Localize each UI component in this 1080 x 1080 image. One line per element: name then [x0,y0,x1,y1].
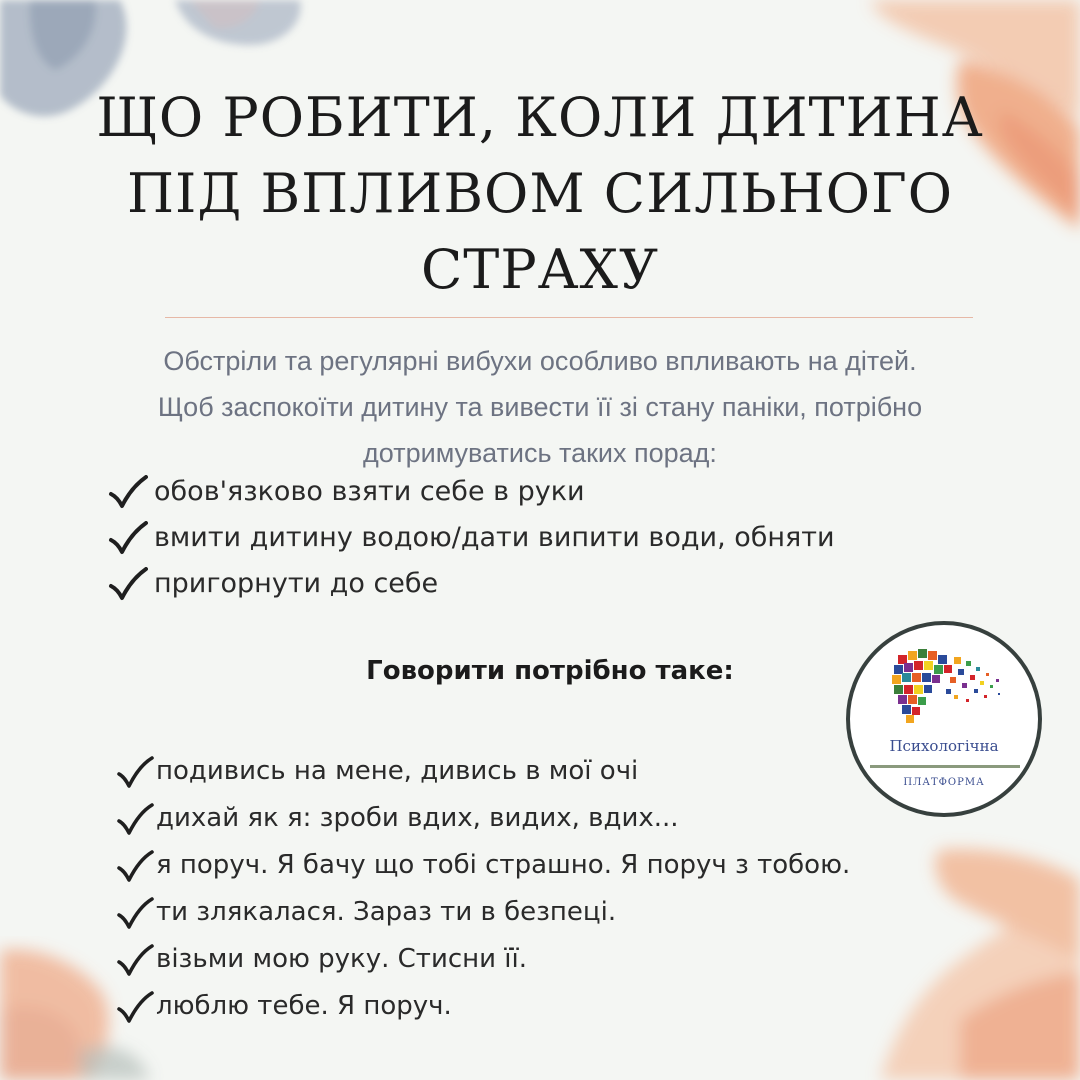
psychology-platform-logo [846,621,1042,817]
check-icon [116,944,154,978]
logo-divider [870,765,1020,768]
phrase-item [116,889,1016,936]
tip-item [108,469,1008,515]
phrase-item [116,842,1016,889]
check-icon [116,850,154,884]
title-divider [165,317,973,318]
intro-line: Щоб заспокоїти дитину та вивести її зі стану паніки, потрібно [157,392,923,422]
logo-name: Психологічна [889,737,999,755]
tip-text: обов'язково взяти себе в руки [154,476,585,507]
phrase-item [116,983,1016,1030]
phrase-text: візьми мою руку. Стисни її. [156,944,528,974]
check-icon [108,475,148,511]
title-line: ПІД ВПЛИВОМ СИЛЬНОГО [126,162,954,225]
tip-text: вмити дитину водою/дати випити води, обняти [154,522,835,553]
logo-subtitle: ПЛАТФОРМА [903,777,985,788]
poster-title [0,80,1080,308]
check-icon [116,991,154,1025]
phrase-text: я поруч. Я бачу що тобі страшно. Я поруч з тобою. [156,850,851,880]
tips-list [108,469,1008,607]
check-icon [116,803,154,837]
phrase-text: ти злякалася. Зараз ти в безпеці. [156,897,617,927]
intro-line: дотримуватись таких порад: [363,438,717,468]
intro-text [40,338,1040,476]
check-icon [108,567,148,603]
check-icon [116,756,154,790]
title-line: СТРАХУ [420,238,660,301]
head-mosaic-icon [888,643,1008,733]
phrase-item [116,936,1016,983]
check-icon [116,897,154,931]
section-heading: Говорити потрібно таке: [366,656,734,686]
tip-item [108,561,1008,607]
phrase-text: дихай як я: зроби вдих, видих, вдих... [156,803,679,833]
phrase-text: подивись на мене, дивись в мої очі [156,756,639,786]
phrase-item [116,795,1016,842]
check-icon [108,521,148,557]
tip-text: пригорнути до себе [154,568,439,599]
intro-line: Обстріли та регулярні вибухи особливо впливають на дітей. [163,346,917,376]
phrase-text: люблю тебе. Я поруч. [156,991,452,1021]
title-line: ЩО РОБИТИ, КОЛИ ДИТИНА [96,86,984,149]
tip-item [108,515,1008,561]
